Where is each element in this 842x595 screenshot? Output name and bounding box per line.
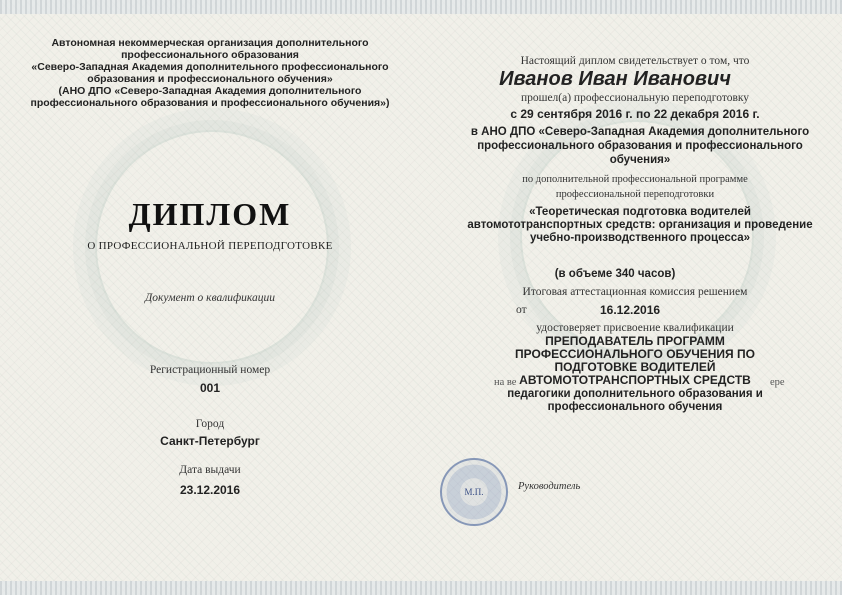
diploma-subtitle: О ПРОФЕССИОНАЛЬНОЙ ПЕРЕПОДГОТОВКЕ — [87, 240, 333, 252]
certifies-text: удостоверяет присвоение квалификации — [536, 322, 734, 334]
qualification-field — [440, 388, 830, 414]
commission-text: Итоговая аттестационная комиссия решением — [522, 286, 748, 298]
official-seal — [440, 458, 508, 526]
program-title — [440, 206, 840, 245]
program-label — [440, 172, 830, 202]
left-organization-header — [20, 37, 400, 109]
program-line-3: учебно-производственного процесса» — [529, 232, 751, 244]
seal-label: М.П. — [464, 487, 484, 497]
qual-line-3: ПОДГОТОВКЕ ВОДИТЕЛЕЙ — [554, 360, 716, 374]
program-line-1: «Теоретическая подготовка водителей — [529, 206, 751, 218]
org-line-2: профессионального образования — [121, 49, 299, 61]
decorative-border-top — [0, 0, 842, 14]
org-line-3: «Северо-Западная Академия дополнительного профессионального — [31, 61, 389, 73]
signature-label: Руководитель — [518, 481, 581, 492]
qual-line-4: АВТОМОТОТРАНСПОРТНЫХ СРЕДСТВ — [519, 373, 751, 387]
study-period: с 29 сентября 2016 г. по 22 декабря 2016 г. — [510, 107, 760, 121]
org-line-6: профессионального образования и профессионального обучения») — [30, 97, 390, 109]
org-line-5: (АНО ДПО «Северо-Западная Академия дополнительного — [58, 85, 362, 97]
right-org-line-2: профессионального образования и профессионального — [477, 140, 803, 152]
org-line-1: Автономная некоммерческая организация дополнительного — [51, 37, 369, 49]
registration-label: Регистрационный номер — [149, 364, 271, 376]
underlying-text-left: на ве — [494, 377, 517, 388]
hours-text: (в объеме 340 часов) — [554, 268, 676, 280]
intro-text: Настоящий диплом свидетельствует о том, что — [520, 55, 750, 67]
underlying-text-right: ере — [770, 377, 785, 388]
decision-date: 16.12.2016 — [600, 303, 661, 317]
diploma-title: ДИПЛОМ — [128, 196, 292, 232]
qual-line-2: ПРОФЕССИОНАЛЬНОГО ОБУЧЕНИЯ ПО — [515, 347, 755, 361]
issue-date-label: Дата выдачи — [179, 464, 241, 476]
org-line-4: образования и профессионального обучения» — [87, 73, 333, 85]
decorative-border-bottom — [0, 581, 842, 595]
registration-number: 001 — [199, 381, 221, 395]
qual-line-1: ПРЕПОДАВАТЕЛЬ ПРОГРАММ — [545, 334, 725, 348]
city-value: Санкт-Петербург — [160, 434, 260, 448]
right-org-line-1: в АНО ДПО «Северо-Западная Академия дополнительного — [470, 126, 810, 138]
right-org-line-3: обучения» — [609, 154, 671, 166]
program-line-2: автомототранспортных средств: организация и проведение — [467, 219, 813, 231]
decision-date-prefix: от — [516, 304, 527, 316]
document-note: Документ о квалификации — [144, 292, 276, 304]
passed-text: прошел(а) профессиональную переподготовку — [520, 92, 750, 104]
issue-date-value: 23.12.2016 — [179, 483, 241, 497]
program-label-line-1: по дополнительной профессиональной программе — [522, 174, 748, 185]
program-label-line-2: профессиональной переподготовки — [555, 189, 715, 200]
city-label: Город — [195, 418, 225, 430]
right-organization — [440, 125, 840, 167]
field-line-1: педагогики дополнительного образования и — [507, 388, 763, 400]
field-line-2: профессионального обучения — [547, 401, 723, 413]
graduate-name: Иванов Иван Иванович — [499, 68, 731, 90]
